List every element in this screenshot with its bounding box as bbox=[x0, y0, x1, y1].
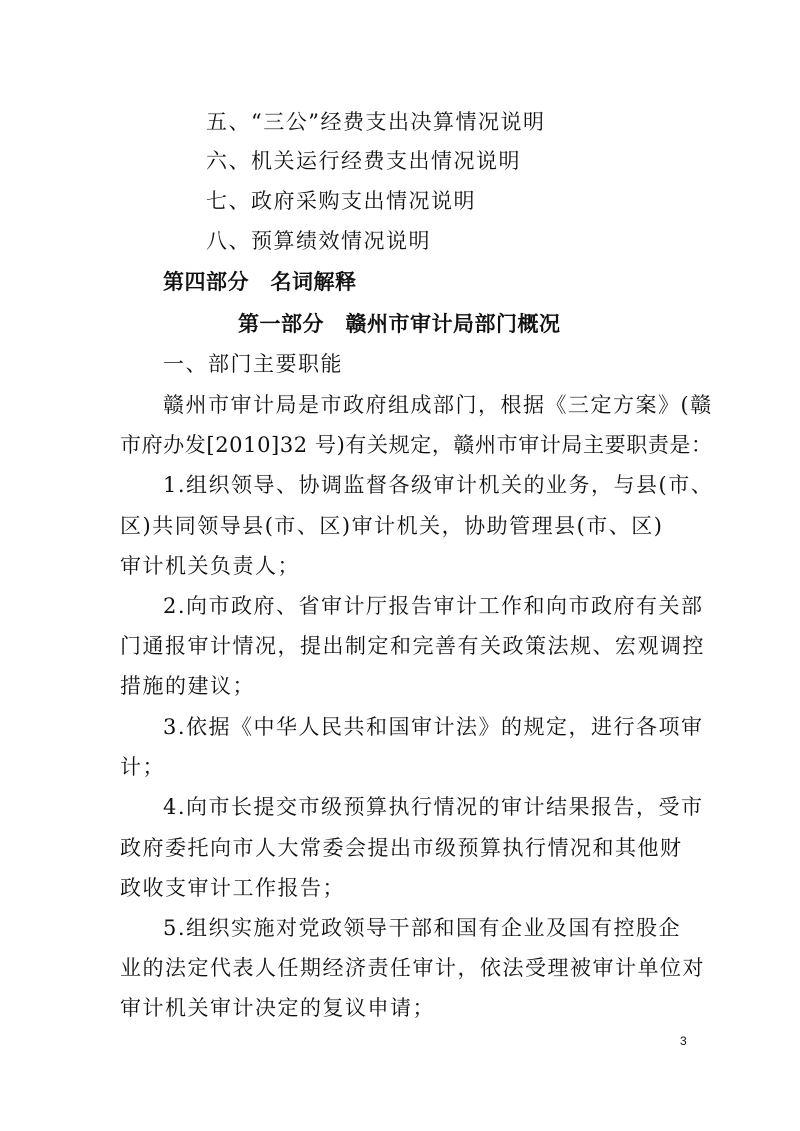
duty2-line-1: 2.向市政府、省审计厅报告审计工作和向市政府有关部 bbox=[163, 594, 704, 618]
duty1-line-2: 区)共同领导县(市、区)审计机关，协助管理县(市、区) bbox=[120, 514, 664, 538]
intro-line-2: 市府办发[2010]32 号)有关规定，赣州市审计局主要职责是： bbox=[120, 433, 713, 457]
page-number: 3 bbox=[680, 1034, 687, 1048]
duty1-line-3: 审计机关负责人； bbox=[120, 554, 300, 578]
duty4-line-2: 政府委托向市人大常委会提出市级预算执行情况和其他财 bbox=[120, 836, 683, 860]
duty2-line-3: 措施的建议； bbox=[120, 674, 255, 698]
toc-item-7: 七、政府采购支出情况说明 bbox=[206, 189, 476, 213]
duty5-line-1: 5.组织实施对党政领导干部和国有企业及国有控股企 bbox=[163, 916, 682, 940]
duty5-line-3: 审计机关审计决定的复议申请； bbox=[120, 996, 435, 1020]
duty3-line-2: 计； bbox=[120, 755, 165, 779]
duty4-line-3: 政收支审计工作报告； bbox=[120, 876, 345, 900]
toc-item-8: 八、预算绩效情况说明 bbox=[206, 229, 431, 253]
section-title: 第一部分 赣州市审计局部门概况 bbox=[238, 312, 561, 336]
subheading-functions: 一、部门主要职能 bbox=[163, 352, 343, 376]
duty2-line-2: 门通报审计情况，提出制定和完善有关政策法规、宏观调控 bbox=[120, 634, 705, 658]
duty3-line-1: 3.依据《中华人民共和国审计法》的规定，进行各项审 bbox=[163, 715, 704, 739]
toc-item-5: 五、“三公”经费支出决算情况说明 bbox=[206, 110, 546, 134]
toc-part4-heading: 第四部分 名词解释 bbox=[163, 270, 357, 294]
duty4-line-1: 4.向市长提交市级预算执行情况的审计结果报告，受市 bbox=[163, 795, 704, 819]
intro-line-1: 赣州市审计局是市政府组成部门，根据《三定方案》(赣 bbox=[163, 393, 713, 417]
duty1-line-1: 1.组织领导、协调监督各级审计机关的业务，与县(市、 bbox=[163, 473, 714, 497]
duty5-line-2: 业的法定代表人任期经济责任审计，依法受理被审计单位对 bbox=[120, 956, 705, 980]
toc-item-6: 六、机关运行经费支出情况说明 bbox=[206, 149, 521, 173]
